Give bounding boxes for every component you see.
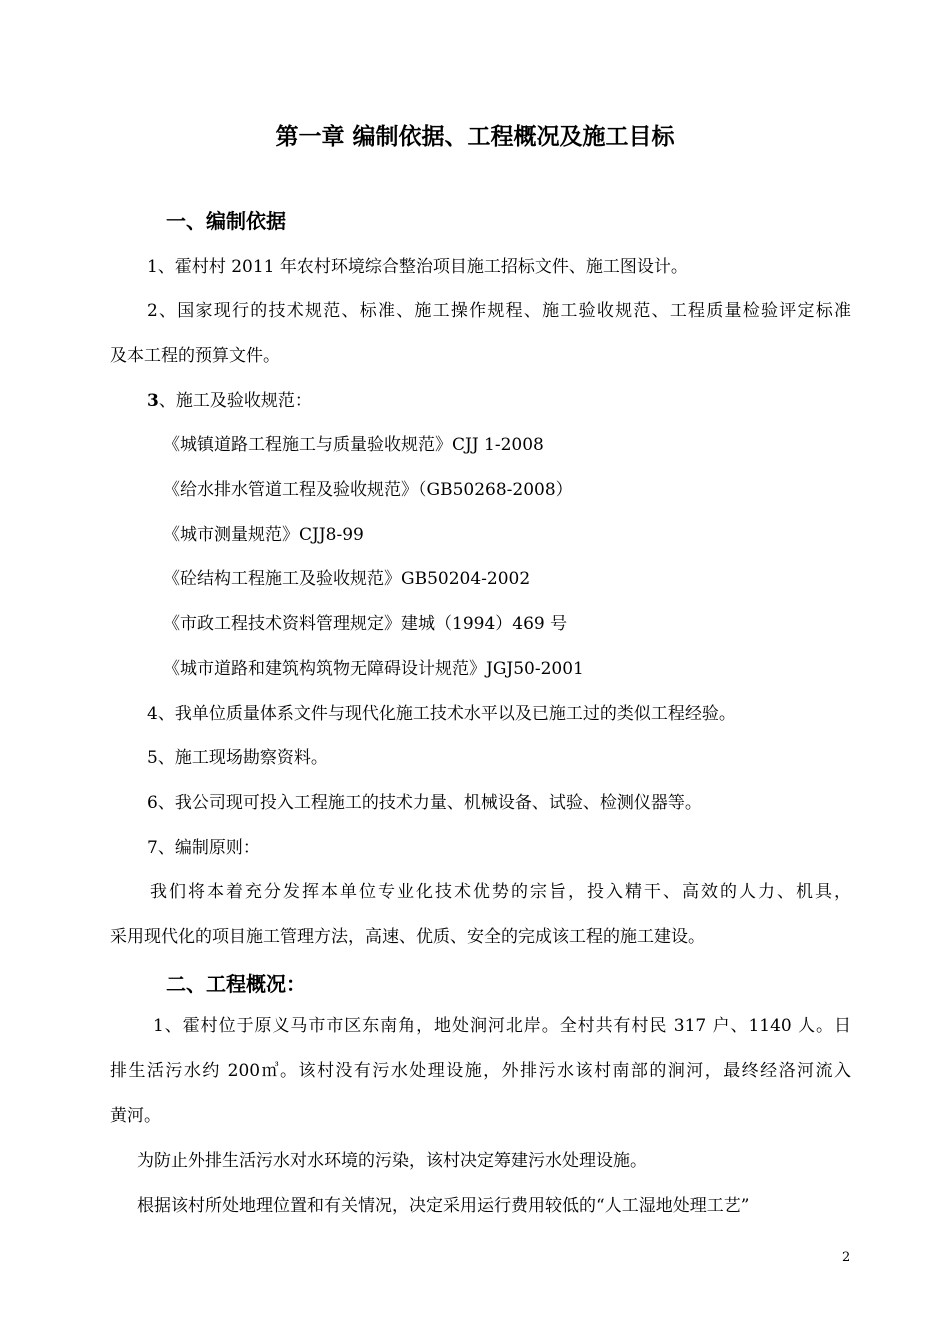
section-heading-basis: 一、编制依据 [166, 209, 286, 233]
standard-item: 《砼结构工程施工及验收规范》GB50204-2002 [163, 569, 531, 589]
standard-item: 《给水排水管道工程及验收规范》（GB50268-2008） [163, 480, 573, 500]
basis-item-4: 4、我单位质量体系文件与现代化施工技术水平以及已施工过的类似工程经验。 [147, 704, 736, 724]
standard-item: 《城镇道路工程施工与质量验收规范》CJJ 1-2008 [163, 435, 544, 455]
basis-item-6: 6、我公司现可投入工程施工的技术力量、机械设备、试验、检测仪器等。 [147, 793, 702, 813]
standard-item: 《市政工程技术资料管理规定》建城（1994）469 号 [163, 614, 568, 634]
basis-item-2-line-1: 2、国家现行的技术规范、标准、施工操作规程、施工验收规范、工程质量检验评定标准 [147, 301, 851, 321]
principle-line-1: 我们将本着充分发挥本单位专业化技术优势的宗旨，投入精干、高效的人力、机具， [150, 882, 851, 902]
basis-item-3 [147, 389, 312, 413]
standard-item: 《城市测量规范》CJJ8-99 [163, 525, 364, 545]
basis-item-3-text: 、施工及验收规范： [158, 391, 312, 411]
overview-p2: 为防止外排生活污水对水环境的污染，该村决定筹建污水处理设施。 [137, 1151, 647, 1171]
chapter-title: 第一章 编制依据、工程概况及施工目标 [275, 124, 675, 150]
overview-p1-line-1: 1、霍村位于原义马市市区东南角，地处涧河北岸。全村共有村民 317 户、1140 人。日 [153, 1016, 851, 1036]
basis-item-7: 7、编制原则： [147, 838, 260, 858]
page-number: 2 [842, 1250, 851, 1265]
section-heading-overview: 二、工程概况： [166, 972, 306, 996]
basis-item-1: 1、霍村村 2011 年农村环境综合整治项目施工招标文件、施工图设计。 [147, 257, 688, 277]
overview-p3: 根据该村所处地理位置和有关情况，决定采用运行费用较低的“人工湿地处理工艺” [137, 1196, 750, 1216]
basis-item-2-line-2: 及本工程的预算文件。 [110, 346, 280, 366]
basis-item-3-number: 3 [147, 391, 159, 411]
principle-line-2: 采用现代化的项目施工管理方法，高速、优质、安全的完成该工程的施工建设。 [110, 927, 705, 947]
standard-item: 《城市道路和建筑构筑物无障碍设计规范》JGJ50-2001 [163, 659, 584, 679]
overview-p1-line-2: 排生活污水约 200㎥。该村没有污水处理设施，外排污水该村南部的涧河，最终经洛河流入 [110, 1061, 851, 1081]
basis-item-5: 5、施工现场勘察资料。 [147, 748, 328, 768]
overview-p1-line-3: 黄河。 [110, 1106, 161, 1126]
